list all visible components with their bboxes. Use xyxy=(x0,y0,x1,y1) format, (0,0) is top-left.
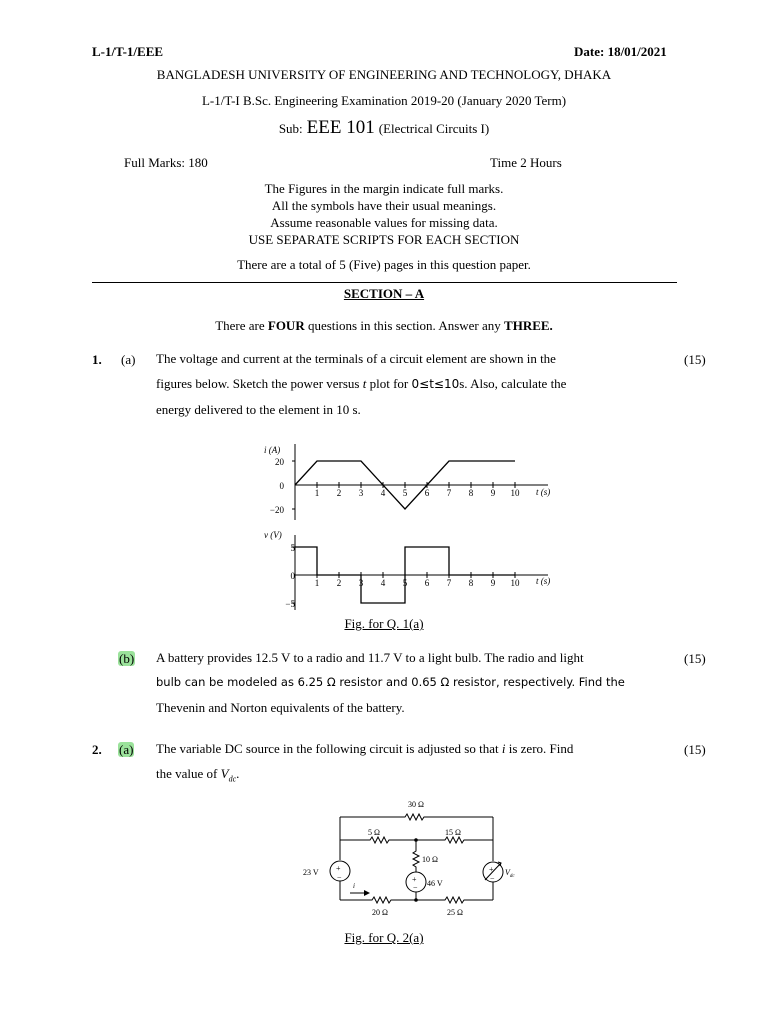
q1a-line-part: s. Also, calculate the xyxy=(459,376,567,391)
voltage-ytick: 0 xyxy=(290,571,295,581)
plus-sign: + xyxy=(336,864,341,873)
voltage-xlabel: t (s) xyxy=(536,576,551,586)
plus-sign: + xyxy=(412,875,417,884)
subject-code: EEE 101 xyxy=(306,117,375,138)
q1a-marks: (15) xyxy=(684,352,706,367)
current-chart xyxy=(258,440,568,525)
x-tick-label: 1 xyxy=(314,488,320,498)
instruction-line: Assume reasonable values for missing data. xyxy=(270,215,498,230)
current-arrow-icon xyxy=(364,890,370,896)
q2a-label xyxy=(118,742,134,758)
voltage-chart xyxy=(258,525,568,613)
x-tick-label: 10 xyxy=(510,578,520,588)
instructions-block xyxy=(0,180,768,248)
section-note-three: THREE. xyxy=(504,318,553,333)
q1b-label xyxy=(118,651,135,667)
q2a-var-i: i xyxy=(501,741,506,756)
x-tick-label: 5 xyxy=(402,488,408,498)
plus-sign: + xyxy=(489,865,494,874)
label-20-ohm: 20 Ω xyxy=(372,908,388,917)
x-tick-label: 2 xyxy=(336,488,342,498)
x-tick-label: 3 xyxy=(358,578,364,588)
q1a-line-part: plot for xyxy=(366,376,412,391)
x-tick-label: 7 xyxy=(446,578,452,588)
x-tick-label: 5 xyxy=(402,578,408,588)
q1b-line: A battery provides 12.5 V to a radio and 11.7 V to a light bulb. The radio and light xyxy=(156,650,584,665)
pages-note: There are a total of 5 (Five) pages in this question paper. xyxy=(237,257,531,272)
voltage-ytick: −5 xyxy=(285,599,295,609)
minus-sign: − xyxy=(413,883,418,892)
resistor-30-ohm xyxy=(340,814,493,820)
minus-sign: − xyxy=(490,874,495,883)
label-15-ohm: 15 Ω xyxy=(445,828,461,837)
label-vdc xyxy=(505,868,515,879)
current-ylabel: i (A) xyxy=(264,445,281,455)
x-tick-label: 3 xyxy=(358,488,364,498)
q2a-text xyxy=(156,736,670,792)
x-tick-label: 7 xyxy=(446,488,452,498)
x-tick-label: 8 xyxy=(468,488,474,498)
q2a-vdc-sub: dc xyxy=(228,774,237,784)
question-number-2: 2. xyxy=(92,742,102,757)
q2a-line-part: is zero. Find xyxy=(505,741,574,756)
q1a-label: (a) xyxy=(121,352,136,367)
label-30-ohm: 30 Ω xyxy=(408,800,424,809)
section-note-four: FOUR xyxy=(267,318,305,333)
current-ytick: 20 xyxy=(275,457,284,467)
x-tick-label: 4 xyxy=(380,578,386,588)
x-tick-label: 10 xyxy=(510,488,520,498)
voltage-ylabel: v (V) xyxy=(264,530,282,540)
subject-line xyxy=(0,117,768,139)
section-title: SECTION – A xyxy=(343,286,425,301)
exam-time: Time 2 Hours xyxy=(490,155,562,170)
q1a-var-t: t xyxy=(362,376,367,391)
exam-date: Date: 18/01/2021 xyxy=(574,44,667,59)
q2a-line xyxy=(156,761,670,792)
series-line xyxy=(295,547,515,603)
q1a-caption: Fig. for Q. 1(a) xyxy=(344,616,424,631)
q1a-line: energy delivered to the element in 10 s. xyxy=(156,402,361,417)
q1b-text xyxy=(156,645,670,720)
label-10-ohm: 10 Ω xyxy=(422,855,438,864)
label-25-ohm: 25 Ω xyxy=(447,908,463,917)
x-tick-label: 9 xyxy=(490,578,496,588)
circuit-diagram xyxy=(300,795,540,920)
label-vdc-v: V xyxy=(505,868,510,877)
q2a-vdc: V xyxy=(220,766,229,781)
section-note-text: There are xyxy=(215,318,268,333)
paper-code: L-1/T-1/EEE xyxy=(92,44,164,59)
resistor-10-ohm xyxy=(413,840,419,872)
x-tick-label: 1 xyxy=(314,578,320,588)
label-current-i: i xyxy=(353,882,355,890)
subject-label: Sub: xyxy=(278,121,303,136)
header-divider xyxy=(92,282,677,283)
q2a-label-highlight: (a) xyxy=(119,742,134,757)
minus-sign: − xyxy=(337,873,342,882)
q2a-line-part: the value of xyxy=(156,766,221,781)
exam-title: L-1/T-I B.Sc. Engineering Examination 2019-20 (January 2020 Term) xyxy=(201,93,567,108)
q1b-line: Thevenin and Norton equivalents of the battery. xyxy=(156,700,405,715)
label-46v: 46 V xyxy=(427,879,443,888)
subject-name: (Electrical Circuits I) xyxy=(378,121,490,136)
current-xlabel: t (s) xyxy=(536,487,551,497)
q1a-text xyxy=(156,346,670,422)
q1a-line xyxy=(156,371,670,397)
instruction-line: USE SEPARATE SCRIPTS FOR EACH SECTION xyxy=(248,232,520,247)
q1b-label-highlight: (b) xyxy=(119,651,135,666)
label-23v: 23 V xyxy=(303,868,319,877)
university-name: BANGLADESH UNIVERSITY OF ENGINEERING AND TECHNOLOGY, DHAKA xyxy=(156,67,612,82)
full-marks: Full Marks: 180 xyxy=(124,155,208,170)
q1a-range: 0≤t≤10 xyxy=(411,377,460,391)
q1b-line: bulb can be modeled as 6.25 Ω resistor and 0.65 Ω resistor, respectively. Find the xyxy=(156,675,625,689)
q2a-line-part: The variable DC source in the following circuit is adjusted so that xyxy=(156,741,502,756)
q1b-marks: (15) xyxy=(684,651,706,666)
q2a-line xyxy=(156,736,670,761)
current-ytick: 0 xyxy=(279,481,284,491)
x-tick-label: 4 xyxy=(380,488,386,498)
question-number-1: 1. xyxy=(92,352,102,367)
label-vdc-sub: dc xyxy=(509,874,515,879)
label-5-ohm: 5 Ω xyxy=(368,828,380,837)
x-tick-label: 8 xyxy=(468,578,474,588)
section-note-text: questions in this section. Answer any xyxy=(304,318,505,333)
x-tick-label: 6 xyxy=(424,488,430,498)
q1a-line-part: figures below. Sketch the power versus xyxy=(156,376,363,391)
x-tick-label: 2 xyxy=(336,578,342,588)
current-ytick: −20 xyxy=(269,505,284,515)
q2a-marks: (15) xyxy=(684,742,706,757)
section-note xyxy=(0,318,768,334)
instruction-line: The Figures in the margin indicate full marks. xyxy=(264,181,504,196)
x-tick-label: 9 xyxy=(490,488,496,498)
voltage-ytick: 5 xyxy=(290,543,295,553)
q2a-caption: Fig. for Q. 2(a) xyxy=(344,930,424,945)
q2a-line-part: . xyxy=(236,766,240,781)
instruction-line: All the symbols have their usual meanings. xyxy=(271,198,497,213)
x-tick-label: 6 xyxy=(424,578,430,588)
q1a-line: The voltage and current at the terminals of a circuit element are shown in the xyxy=(156,351,556,366)
